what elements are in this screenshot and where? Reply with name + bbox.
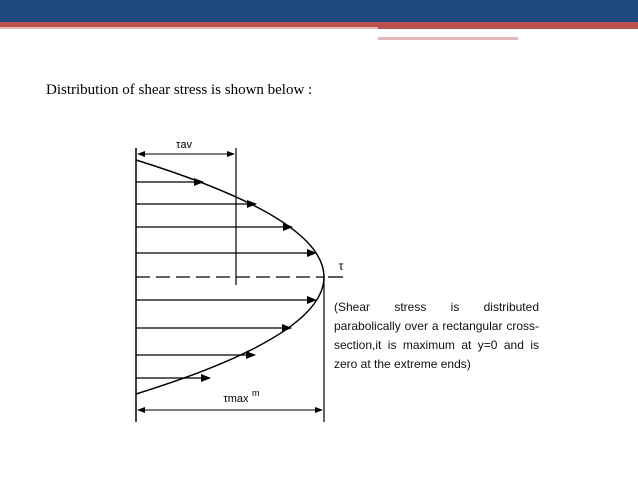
- shear-stress-note: (Shear stress is distributed parabolically over a rectangular cross-section,it is maximum at y=0 and is zero at the extreme ends): [334, 300, 539, 371]
- slide-title: Distribution of shear stress is shown below :: [46, 82, 313, 98]
- tau-max-label: τmax: [223, 393, 249, 405]
- tau-avg-label: τav: [176, 139, 192, 151]
- tau-max-superscript: m: [252, 388, 260, 398]
- stress-arrows: [136, 182, 316, 378]
- tau-label: τ: [338, 259, 344, 273]
